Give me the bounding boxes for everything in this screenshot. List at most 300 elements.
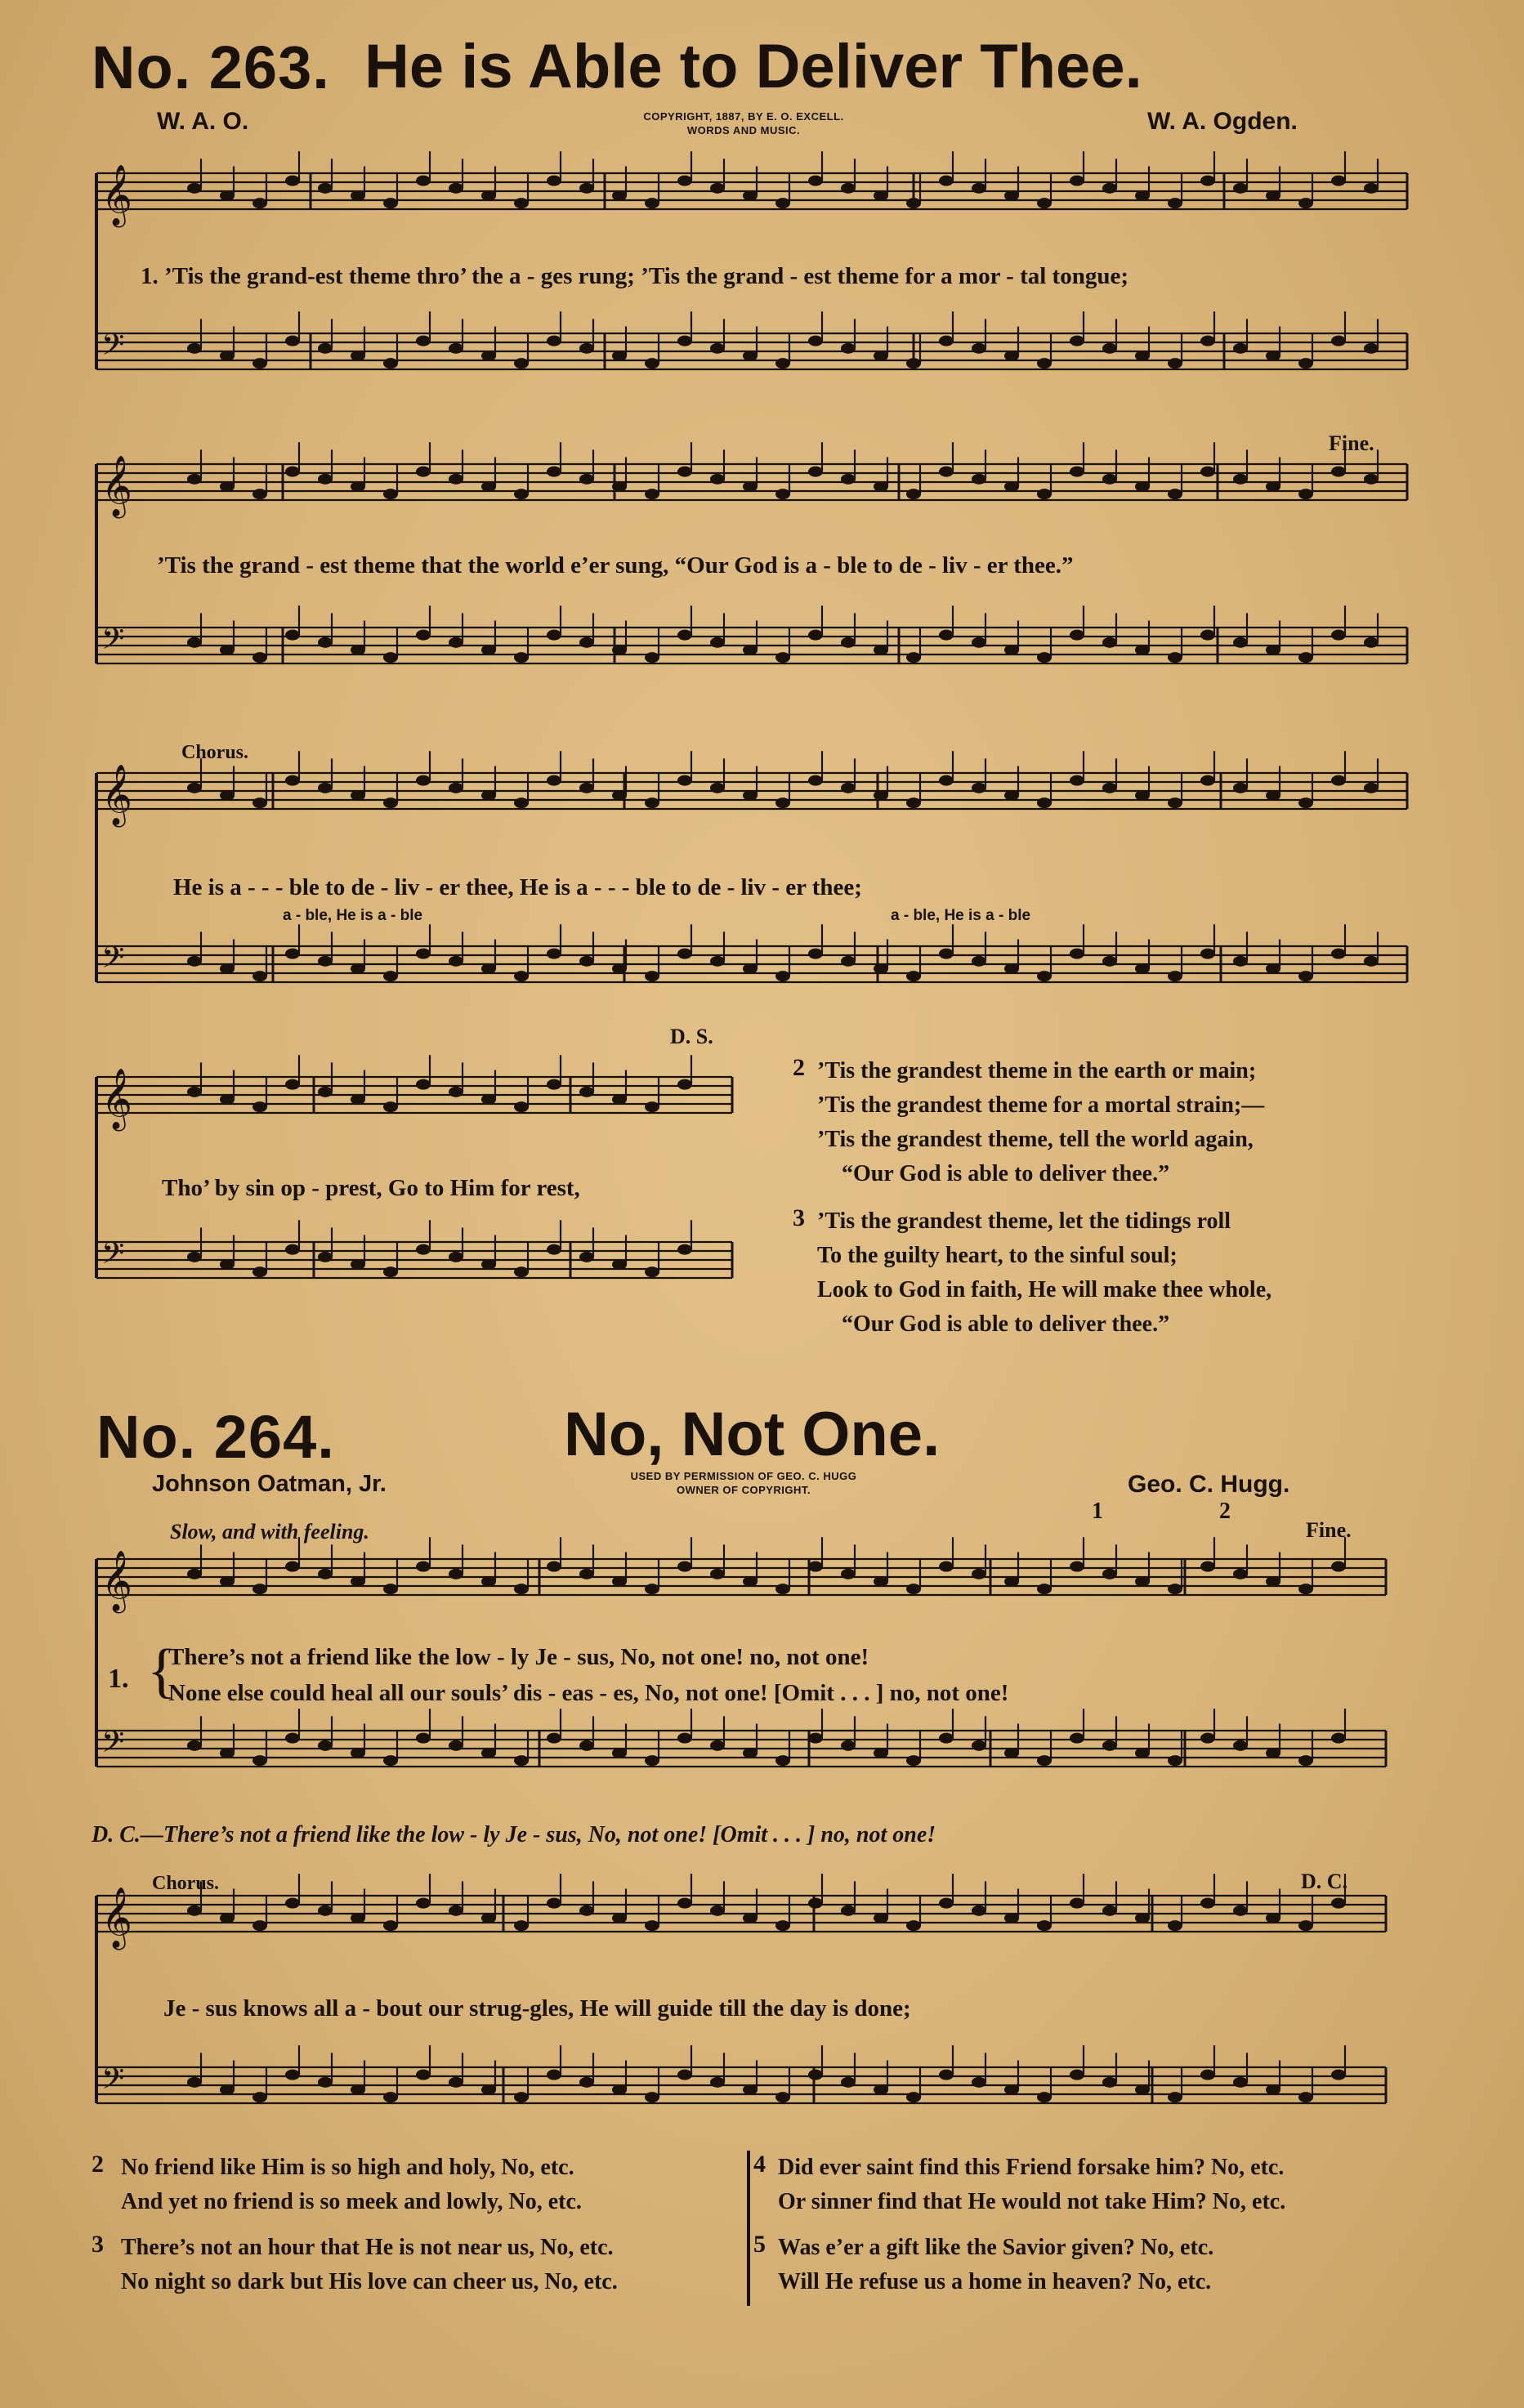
note xyxy=(1070,1733,1084,1744)
note xyxy=(318,1905,333,1916)
note xyxy=(285,949,300,959)
note xyxy=(808,1733,823,1744)
note xyxy=(874,351,888,361)
note xyxy=(972,343,986,354)
note xyxy=(187,1087,202,1097)
note xyxy=(612,481,627,492)
note xyxy=(645,198,659,208)
note xyxy=(318,637,333,648)
note xyxy=(677,176,692,186)
note xyxy=(351,481,365,492)
note xyxy=(645,1755,659,1766)
note xyxy=(1331,176,1346,186)
note xyxy=(481,645,496,655)
note xyxy=(318,474,333,485)
note xyxy=(547,336,561,346)
note xyxy=(645,971,659,981)
note xyxy=(514,198,529,208)
note xyxy=(874,2084,888,2095)
note xyxy=(449,1905,463,1916)
note xyxy=(285,336,300,346)
note xyxy=(1070,630,1084,641)
verse-number: 4 xyxy=(753,2151,766,2178)
note xyxy=(351,1576,365,1587)
note xyxy=(1200,630,1215,641)
note xyxy=(579,343,594,354)
note xyxy=(318,1740,333,1751)
note xyxy=(775,2092,790,2102)
hymn-263-number: No. 263. xyxy=(92,34,330,101)
note xyxy=(1233,343,1248,354)
note xyxy=(579,474,594,485)
verse-number: 2 xyxy=(793,1054,805,1081)
note xyxy=(285,775,300,786)
verse-line: Did ever saint find this Friend forsake him? No, etc. xyxy=(778,2155,1285,2180)
note xyxy=(808,775,823,786)
verse-line: ’Tis the grandest theme for a mortal strain;— xyxy=(817,1092,1265,1118)
note xyxy=(677,1733,692,1744)
note xyxy=(906,489,921,499)
note xyxy=(1070,336,1084,346)
note xyxy=(1102,343,1117,354)
note xyxy=(481,1094,496,1105)
note xyxy=(841,956,856,967)
note xyxy=(1200,2070,1215,2080)
note xyxy=(416,1561,431,1572)
note xyxy=(547,467,561,477)
note xyxy=(612,963,627,974)
note xyxy=(1168,198,1182,208)
bass-clef-icon: 𝄢 xyxy=(101,1725,125,1767)
note xyxy=(808,176,823,186)
verse-number: 5 xyxy=(753,2231,766,2258)
note xyxy=(906,2092,921,2102)
note xyxy=(383,1920,398,1931)
note xyxy=(253,1101,267,1112)
note xyxy=(220,1259,235,1270)
note xyxy=(449,1252,463,1262)
note xyxy=(1004,645,1019,655)
note xyxy=(1364,474,1379,485)
note xyxy=(1168,797,1182,808)
note xyxy=(710,637,725,648)
hymn-263-ds: D. S. xyxy=(670,1025,713,1048)
note xyxy=(1364,183,1379,194)
note xyxy=(1298,1584,1313,1594)
note xyxy=(841,474,856,485)
note xyxy=(1331,1561,1346,1572)
note xyxy=(1200,467,1215,477)
note xyxy=(1102,1905,1117,1916)
note xyxy=(710,956,725,967)
note xyxy=(841,183,856,194)
note xyxy=(220,1576,235,1587)
note xyxy=(449,183,463,194)
note xyxy=(449,956,463,967)
note xyxy=(547,949,561,959)
note xyxy=(1168,652,1182,663)
note xyxy=(939,176,954,186)
note xyxy=(318,1087,333,1097)
note xyxy=(1266,481,1280,492)
note xyxy=(743,2084,758,2095)
note xyxy=(1331,775,1346,786)
note xyxy=(874,1748,888,1758)
treble-clef-icon: 𝄞 xyxy=(101,1888,132,1948)
note xyxy=(1070,2070,1084,2080)
note xyxy=(514,971,529,981)
note xyxy=(1070,467,1084,477)
note xyxy=(1331,630,1346,641)
note xyxy=(1331,949,1346,959)
hymn-264-chorus-lyric: Je - sus knows all a - bout our strug-gles, He will guide till the day is done; xyxy=(163,1995,911,2022)
note xyxy=(187,1569,202,1579)
hymn-264-lyric-line-1b: None else could heal all our souls’ dis - eas - es, No, not one! [Omit . . . ] no, not one! xyxy=(168,1680,1009,1706)
note xyxy=(1004,190,1019,201)
hymn-264-composer: Geo. C. Hugg. xyxy=(1128,1471,1290,1498)
hymn-263-fine: Fine. xyxy=(1329,431,1374,455)
note xyxy=(547,1898,561,1909)
note xyxy=(1070,775,1084,786)
note xyxy=(1233,637,1248,648)
note xyxy=(808,2070,823,2080)
note xyxy=(939,1561,954,1572)
note xyxy=(612,190,627,201)
note xyxy=(481,481,496,492)
note xyxy=(351,2084,365,2095)
note xyxy=(481,190,496,201)
note xyxy=(645,489,659,499)
note xyxy=(220,481,235,492)
note xyxy=(972,2077,986,2088)
note xyxy=(612,1576,627,1587)
hymn-263-lyric-line-4: Tho’ by sin op - prest, Go to Him for rest, xyxy=(162,1175,580,1201)
note xyxy=(775,358,790,369)
note xyxy=(514,1920,529,1931)
note xyxy=(874,645,888,655)
note xyxy=(1102,637,1117,648)
note xyxy=(841,1569,856,1579)
note xyxy=(1135,645,1150,655)
note xyxy=(677,467,692,477)
note xyxy=(383,1101,398,1112)
note xyxy=(1168,358,1182,369)
note xyxy=(972,783,986,793)
note xyxy=(1102,783,1117,793)
note xyxy=(1200,775,1215,786)
note xyxy=(351,351,365,361)
note xyxy=(1331,336,1346,346)
note xyxy=(514,1267,529,1277)
note xyxy=(481,790,496,801)
verse-line: ’Tis the grandest theme, tell the world again, xyxy=(817,1127,1254,1152)
note xyxy=(318,343,333,354)
note xyxy=(1266,2084,1280,2095)
note xyxy=(416,775,431,786)
note xyxy=(514,1101,529,1112)
note xyxy=(1168,1584,1182,1594)
note xyxy=(939,336,954,346)
note xyxy=(220,190,235,201)
note xyxy=(710,2077,725,2088)
note xyxy=(514,2092,529,2102)
note xyxy=(1135,1576,1150,1587)
note xyxy=(220,1748,235,1758)
note xyxy=(612,645,627,655)
note xyxy=(253,1267,267,1277)
note xyxy=(253,652,267,663)
note xyxy=(841,2077,856,2088)
note xyxy=(1037,652,1052,663)
copyright-line-2: WORDS AND MUSIC. xyxy=(686,124,801,136)
note xyxy=(972,1740,986,1751)
note xyxy=(253,358,267,369)
note xyxy=(710,1740,725,1751)
note xyxy=(220,351,235,361)
note xyxy=(416,336,431,346)
note xyxy=(808,630,823,641)
note xyxy=(220,1094,235,1105)
note xyxy=(351,1748,365,1758)
note xyxy=(1004,1748,1019,1758)
note xyxy=(874,1913,888,1923)
treble-clef-icon: 𝄞 xyxy=(101,1551,132,1611)
note xyxy=(1233,1569,1248,1579)
note xyxy=(253,1755,267,1766)
note xyxy=(1135,1913,1150,1923)
note xyxy=(677,336,692,346)
note xyxy=(220,790,235,801)
permission-line-2: OWNER OF COPYRIGHT. xyxy=(676,1484,811,1496)
note xyxy=(1233,183,1248,194)
note xyxy=(1364,637,1379,648)
note xyxy=(1298,971,1313,981)
note xyxy=(1004,351,1019,361)
note xyxy=(939,467,954,477)
note xyxy=(1135,1748,1150,1758)
note xyxy=(416,1079,431,1090)
note xyxy=(285,1244,300,1255)
note xyxy=(1037,1755,1052,1766)
note xyxy=(1004,790,1019,801)
note xyxy=(775,797,790,808)
note xyxy=(1266,1913,1280,1923)
note xyxy=(351,645,365,655)
note xyxy=(939,1898,954,1909)
note xyxy=(220,645,235,655)
note xyxy=(841,343,856,354)
note xyxy=(579,2077,594,2088)
note xyxy=(383,198,398,208)
note xyxy=(318,1252,333,1262)
note xyxy=(1004,481,1019,492)
note xyxy=(1200,949,1215,959)
treble-clef-icon: 𝄞 xyxy=(101,165,132,226)
note xyxy=(1037,1584,1052,1594)
note xyxy=(1102,1569,1117,1579)
note xyxy=(906,971,921,981)
note xyxy=(874,790,888,801)
note xyxy=(383,1755,398,1766)
note xyxy=(743,1748,758,1758)
note xyxy=(285,630,300,641)
note xyxy=(383,971,398,981)
note xyxy=(841,1905,856,1916)
note xyxy=(1233,1905,1248,1916)
note xyxy=(743,1576,758,1587)
note xyxy=(449,2077,463,2088)
note xyxy=(775,1755,790,1766)
note xyxy=(514,358,529,369)
note xyxy=(383,797,398,808)
note xyxy=(481,1913,496,1923)
note xyxy=(645,1584,659,1594)
note xyxy=(1070,176,1084,186)
note xyxy=(220,963,235,974)
hymn-263-words-by: W. A. O. xyxy=(157,108,249,135)
hymn-264-dc-line: D. C.—There’s not a friend like the low - ly Je - sus, No, not one! [Omit . . . ] no, not one! xyxy=(92,1822,936,1847)
note xyxy=(416,1244,431,1255)
note xyxy=(579,183,594,194)
note xyxy=(1364,343,1379,354)
note xyxy=(1266,351,1280,361)
note xyxy=(743,645,758,655)
note xyxy=(612,1259,627,1270)
note xyxy=(972,183,986,194)
note xyxy=(449,474,463,485)
note xyxy=(1004,963,1019,974)
note xyxy=(677,1079,692,1090)
note xyxy=(1298,1755,1313,1766)
note xyxy=(841,783,856,793)
hymn-264-words-by: Johnson Oatman, Jr. xyxy=(152,1471,387,1497)
verse-line: There’s not an hour that He is not near us, No, etc. xyxy=(121,2235,614,2260)
note xyxy=(1233,1740,1248,1751)
copyright-line-1: COPYRIGHT, 1887, BY E. O. EXCELL. xyxy=(643,110,844,123)
note xyxy=(1298,198,1313,208)
hymn-264-permission xyxy=(564,1469,923,1497)
note xyxy=(841,1740,856,1751)
verse-line: “Our God is able to deliver thee.” xyxy=(842,1161,1170,1186)
note xyxy=(1298,797,1313,808)
note xyxy=(775,652,790,663)
note xyxy=(1298,1920,1313,1931)
note xyxy=(906,1920,921,1931)
note xyxy=(1037,971,1052,981)
note xyxy=(481,1748,496,1758)
note xyxy=(383,1267,398,1277)
note xyxy=(677,1244,692,1255)
note xyxy=(906,1584,921,1594)
note xyxy=(1102,956,1117,967)
note xyxy=(1364,956,1379,967)
note xyxy=(351,1259,365,1270)
note xyxy=(514,489,529,499)
verse-number: 3 xyxy=(92,2231,104,2258)
note xyxy=(579,956,594,967)
note xyxy=(481,2084,496,2095)
verse-line: To the guilty heart, to the sinful soul; xyxy=(817,1243,1178,1268)
note xyxy=(645,1267,659,1277)
note xyxy=(383,652,398,663)
hymn-264-tempo: Slow, and with feeling. xyxy=(170,1520,369,1544)
note xyxy=(318,2077,333,2088)
note xyxy=(677,1561,692,1572)
note xyxy=(547,1079,561,1090)
note xyxy=(187,956,202,967)
note xyxy=(253,489,267,499)
note xyxy=(743,790,758,801)
note xyxy=(1168,1755,1182,1766)
hymn-263-title: He is Able to Deliver Thee. xyxy=(364,32,1142,101)
note xyxy=(220,1913,235,1923)
note xyxy=(579,783,594,793)
note xyxy=(1004,1913,1019,1923)
note xyxy=(1168,489,1182,499)
verse-number: 3 xyxy=(793,1204,805,1231)
second-ending-label: 2 xyxy=(1219,1499,1231,1524)
note xyxy=(1364,783,1379,793)
note xyxy=(579,637,594,648)
note xyxy=(710,783,725,793)
note xyxy=(285,467,300,477)
note xyxy=(1233,2077,1248,2088)
note xyxy=(808,1561,823,1572)
note xyxy=(285,2070,300,2080)
note xyxy=(547,775,561,786)
note xyxy=(187,474,202,485)
note xyxy=(1168,2092,1182,2102)
note xyxy=(187,637,202,648)
hymn-264-fine: Fine. xyxy=(1306,1518,1352,1542)
hymn-263-lyric-line-3: He is a - - - ble to de - liv - er thee, He is a - - - ble to de - liv - er thee; xyxy=(173,874,862,900)
note xyxy=(1200,1733,1215,1744)
verse-line: Was e’er a gift like the Savior given? No, etc. xyxy=(778,2235,1214,2260)
note xyxy=(449,1740,463,1751)
note xyxy=(972,637,986,648)
note xyxy=(1266,190,1280,201)
note xyxy=(1037,489,1052,499)
note xyxy=(612,1094,627,1105)
note xyxy=(1200,1898,1215,1909)
note xyxy=(547,2070,561,2080)
note xyxy=(710,474,725,485)
note xyxy=(547,1561,561,1572)
note xyxy=(1168,971,1182,981)
note xyxy=(351,963,365,974)
note xyxy=(416,467,431,477)
note xyxy=(808,336,823,346)
note xyxy=(449,637,463,648)
note xyxy=(514,1584,529,1594)
note xyxy=(187,783,202,793)
note xyxy=(285,1079,300,1090)
note xyxy=(449,1569,463,1579)
note xyxy=(579,1252,594,1262)
note xyxy=(416,949,431,959)
note xyxy=(612,1748,627,1758)
note xyxy=(743,1913,758,1923)
stanza-divider xyxy=(747,2151,750,2306)
verse-number: 2 xyxy=(92,2151,104,2178)
hymn-263-lyric-line-2: ’Tis the grand - est theme that the world e’er sung, “Our God is a - ble to de - liv - er thee.” xyxy=(157,552,1074,579)
note xyxy=(416,1733,431,1744)
note xyxy=(1168,1920,1182,1931)
note xyxy=(874,963,888,974)
verse-line: Will He refuse us a home in heaven? No, etc. xyxy=(778,2269,1212,2294)
note xyxy=(579,1740,594,1751)
note xyxy=(972,1569,986,1579)
